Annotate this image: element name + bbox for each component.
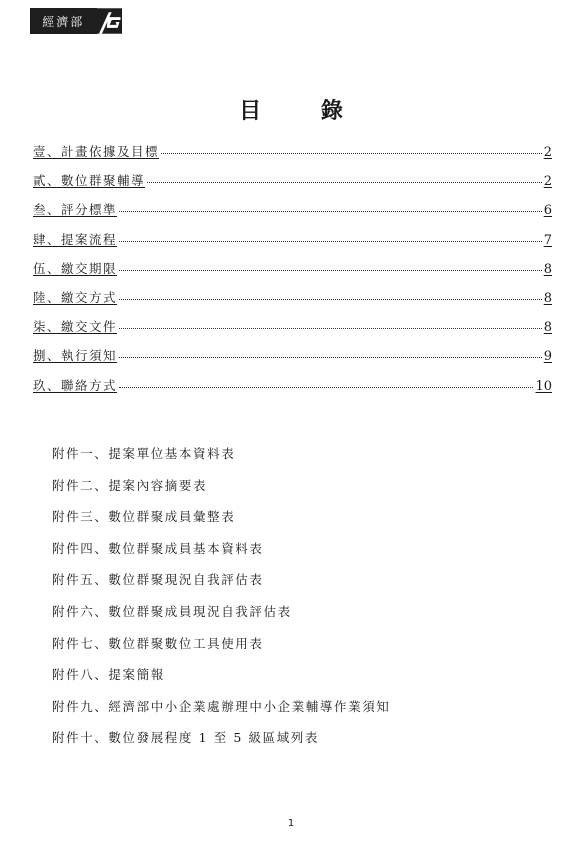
toc-dot-leader: [161, 153, 542, 154]
toc-dot-leader: [119, 387, 533, 388]
toc-entry[interactable]: [33, 376, 552, 405]
toc-entry-label: 叁、評分標準: [33, 202, 118, 218]
toc-entry-label: 陸、繳交方式: [33, 289, 118, 305]
attachment-item: 附件十、數位發展程度 1 至 5 級區域列表: [52, 730, 319, 746]
toc-entry[interactable]: [33, 171, 552, 200]
toc-entry[interactable]: [33, 230, 552, 259]
agency-header-badge: [30, 8, 122, 34]
table-of-contents: [33, 142, 552, 405]
attachment-item: 附件七、數位群聚數位工具使用表: [52, 635, 264, 651]
toc-dot-leader: [147, 182, 542, 183]
toc-dot-leader: [119, 328, 542, 329]
ministry-logo-icon: [97, 8, 122, 34]
attachment-item: 附件八、提案簡報: [52, 667, 165, 683]
toc-entry-label: 玖、聯絡方式: [33, 377, 118, 393]
attachment-item: 附件九、經濟部中小企業處辦理中小企業輔導作業須知: [52, 698, 391, 714]
toc-dot-leader: [119, 357, 542, 358]
toc-entry[interactable]: [33, 142, 552, 171]
toc-dot-leader: [119, 211, 542, 212]
toc-dot-leader: [119, 241, 542, 242]
page-number: 1: [287, 818, 295, 829]
toc-dot-leader: [119, 270, 542, 271]
toc-entry[interactable]: [33, 346, 552, 375]
attachment-item: 附件五、數位群聚現況自我評估表: [52, 572, 264, 588]
toc-entry[interactable]: [33, 200, 552, 229]
toc-entry-page: 10: [535, 378, 552, 394]
agency-name: 經濟部: [30, 8, 97, 34]
toc-entry-page: 7: [543, 232, 552, 248]
toc-entry[interactable]: [33, 288, 552, 317]
toc-entry-page: 8: [543, 261, 552, 277]
toc-entry-label: 肆、提案流程: [33, 231, 118, 247]
attachment-list: [52, 444, 532, 760]
attachment-item: 附件二、提案內容摘要表: [52, 477, 208, 493]
toc-dot-leader: [119, 299, 542, 300]
attachment-item: 附件四、數位群聚成員基本資料表: [52, 540, 264, 556]
toc-entry-page: 2: [543, 145, 552, 160]
attachment-item: 附件三、數位群聚成員彙整表: [52, 509, 236, 525]
toc-entry-label: 柒、繳交文件: [33, 319, 118, 335]
toc-entry-page: 9: [543, 349, 552, 365]
attachment-item: 附件六、數位群聚成員現況自我評估表: [52, 603, 292, 619]
toc-entry-label: 捌、執行須知: [33, 348, 118, 364]
toc-entry[interactable]: [33, 317, 552, 346]
toc-entry-page: 8: [543, 290, 552, 306]
toc-entry[interactable]: [33, 259, 552, 288]
toc-entry-page: 8: [543, 320, 552, 336]
toc-entry-label: 壹、計畫依據及目標: [33, 144, 160, 159]
toc-entry-label: 伍、繳交期限: [33, 260, 118, 276]
toc-entry-label: 貳、數位群聚輔導: [33, 173, 146, 189]
page-title: 目 錄: [239, 98, 369, 124]
attachment-item: 附件一、提案單位基本資料表: [52, 446, 236, 461]
toc-entry-page: 6: [543, 203, 552, 219]
toc-entry-page: 2: [543, 174, 552, 190]
